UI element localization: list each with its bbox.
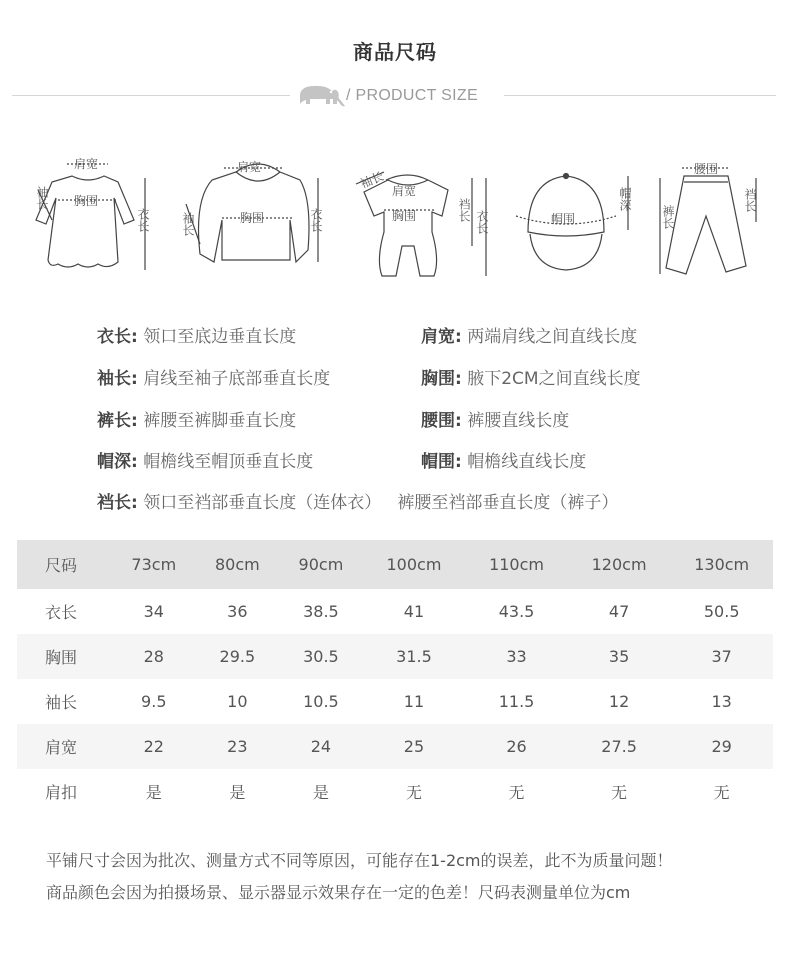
romper-length-label: 衣长 bbox=[475, 210, 489, 234]
dress-sleeve-label: 袖长 bbox=[35, 186, 49, 210]
table-cell: 35 bbox=[608, 647, 630, 666]
table-cell: 38.5 bbox=[303, 602, 339, 621]
hoodie-shoulder-label: 肩宽 bbox=[237, 160, 262, 174]
table-cell: 50.5 bbox=[703, 602, 740, 621]
table-cell: 29 bbox=[711, 737, 732, 756]
table-cell: 31.5 bbox=[396, 647, 432, 666]
table-cell: 衣长 bbox=[45, 603, 78, 622]
dress-chest-label: 胸围 bbox=[74, 194, 99, 208]
table-cell: 33 bbox=[506, 647, 527, 666]
table-cell: 无 bbox=[611, 783, 628, 802]
table-cell: 29.5 bbox=[219, 647, 256, 666]
table-cell: 36 bbox=[227, 602, 248, 621]
table-cell: 胸围 bbox=[45, 648, 78, 667]
table-cell: 10.5 bbox=[303, 692, 339, 711]
table-header-cell: 120cm bbox=[591, 555, 647, 574]
table-cell: 袖长 bbox=[45, 693, 78, 712]
table-row bbox=[17, 679, 773, 724]
table-header-cell: 110cm bbox=[489, 555, 544, 574]
definition-item: 帽围: 帽檐线直线长度 bbox=[421, 452, 587, 472]
table-header-row bbox=[17, 540, 773, 589]
definition-item: 裤长: 裤腰至裤脚垂直长度 bbox=[97, 411, 297, 431]
table-cell: 23 bbox=[227, 737, 248, 756]
subtitle-row bbox=[12, 82, 776, 110]
definition-item: 袖长: 肩线至袖子底部垂直长度 bbox=[97, 369, 331, 389]
table-cell: 11 bbox=[403, 692, 425, 711]
pants-length-label: 裤长 bbox=[661, 205, 675, 229]
dress-diagram bbox=[36, 164, 145, 270]
table-cell: 12 bbox=[608, 692, 630, 711]
dress-shoulder-label: 肩宽 bbox=[74, 157, 99, 171]
definition-item: 胸围: 腋下2CM之间直线长度 bbox=[421, 369, 641, 389]
table-cell: 13 bbox=[711, 692, 732, 711]
definition-item: 肩宽: 两端肩线之间直线长度 bbox=[421, 327, 638, 347]
table-cell: 是 bbox=[229, 783, 246, 802]
hoodie-length-label: 衣长 bbox=[309, 208, 323, 232]
table-header-cell: 80cm bbox=[214, 555, 260, 574]
table-header-cell: 100cm bbox=[386, 555, 442, 574]
divider-right bbox=[504, 95, 776, 96]
definition-item: 腰围: 裤腰直线长度 bbox=[421, 411, 570, 431]
table-cell: 28 bbox=[143, 647, 164, 666]
table-cell: 是 bbox=[312, 783, 329, 802]
table-row bbox=[17, 724, 773, 769]
hoodie-chest-label: 胸围 bbox=[240, 211, 265, 225]
table-cell: 无 bbox=[713, 783, 730, 802]
subtitle-text: / PRODUCT SIZE bbox=[346, 87, 478, 104]
table-header-cell: 90cm bbox=[298, 555, 344, 574]
cap-depth-label: 帽深 bbox=[618, 187, 632, 211]
table-row bbox=[17, 769, 773, 814]
page-title: 商品尺码 bbox=[353, 40, 437, 64]
pants-crotch-label: 裆长 bbox=[743, 188, 757, 212]
table-cell: 37 bbox=[711, 647, 732, 666]
measurement-diagrams bbox=[0, 150, 790, 285]
table-header-cell: 73cm bbox=[131, 555, 177, 574]
table-row bbox=[17, 634, 773, 679]
table-cell: 10 bbox=[227, 692, 248, 711]
romper-diagram bbox=[356, 169, 489, 276]
table-cell: 11.5 bbox=[498, 692, 535, 711]
hoodie-sleeve-label: 袖长 bbox=[181, 212, 195, 236]
table-cell: 9.5 bbox=[141, 692, 167, 711]
table-cell: 无 bbox=[508, 783, 525, 802]
table-cell: 27.5 bbox=[601, 737, 637, 756]
cap-circumference-label: 帽围 bbox=[551, 212, 576, 226]
table-cell: 43.5 bbox=[498, 602, 535, 621]
table-cell: 34 bbox=[143, 602, 164, 621]
table-cell: 47 bbox=[608, 602, 630, 621]
table-row bbox=[17, 589, 773, 634]
size-table bbox=[17, 540, 773, 814]
size-notes bbox=[46, 845, 673, 909]
romper-shoulder-label: 肩宽 bbox=[392, 184, 417, 198]
definition-item: 裆长: 领口至裆部垂直长度（连体衣） 裤腰至裆部垂直长度（裤子） bbox=[97, 493, 619, 513]
table-cell: 25 bbox=[403, 737, 425, 756]
pants-waist-label: 腰围 bbox=[694, 162, 719, 176]
table-cell: 无 bbox=[405, 783, 422, 802]
table-cell: 26 bbox=[506, 737, 527, 756]
divider-left bbox=[12, 95, 290, 96]
note-line: 平铺尺寸会因为批次、测量方式不同等原因，可能存在1-2cm的误差，此不为质量问题！ bbox=[46, 851, 673, 870]
table-header-cell: 尺码 bbox=[45, 556, 78, 575]
table-header-cell: 130cm bbox=[694, 555, 750, 574]
table-cell: 22 bbox=[143, 737, 164, 756]
table-cell: 30.5 bbox=[303, 647, 339, 666]
dress-length-label: 衣长 bbox=[136, 208, 150, 232]
definition-item: 帽深: 帽檐线至帽顶垂直长度 bbox=[97, 452, 314, 472]
definition-item: 衣长: 领口至底边垂直长度 bbox=[97, 327, 297, 347]
table-cell: 41 bbox=[403, 602, 425, 621]
table-cell: 肩宽 bbox=[45, 738, 78, 757]
romper-chest-label: 胸围 bbox=[392, 209, 417, 223]
table-cell: 是 bbox=[145, 783, 162, 802]
romper-sleeve-label: 袖长 bbox=[358, 169, 386, 191]
table-cell: 24 bbox=[310, 737, 332, 756]
note-line: 商品颜色会因为拍摄场景、显示器显示效果存在一定的色差！尺码表测量单位为cm bbox=[46, 883, 631, 902]
romper-crotch-label: 裆长 bbox=[457, 198, 471, 222]
table-cell: 肩扣 bbox=[45, 783, 78, 802]
